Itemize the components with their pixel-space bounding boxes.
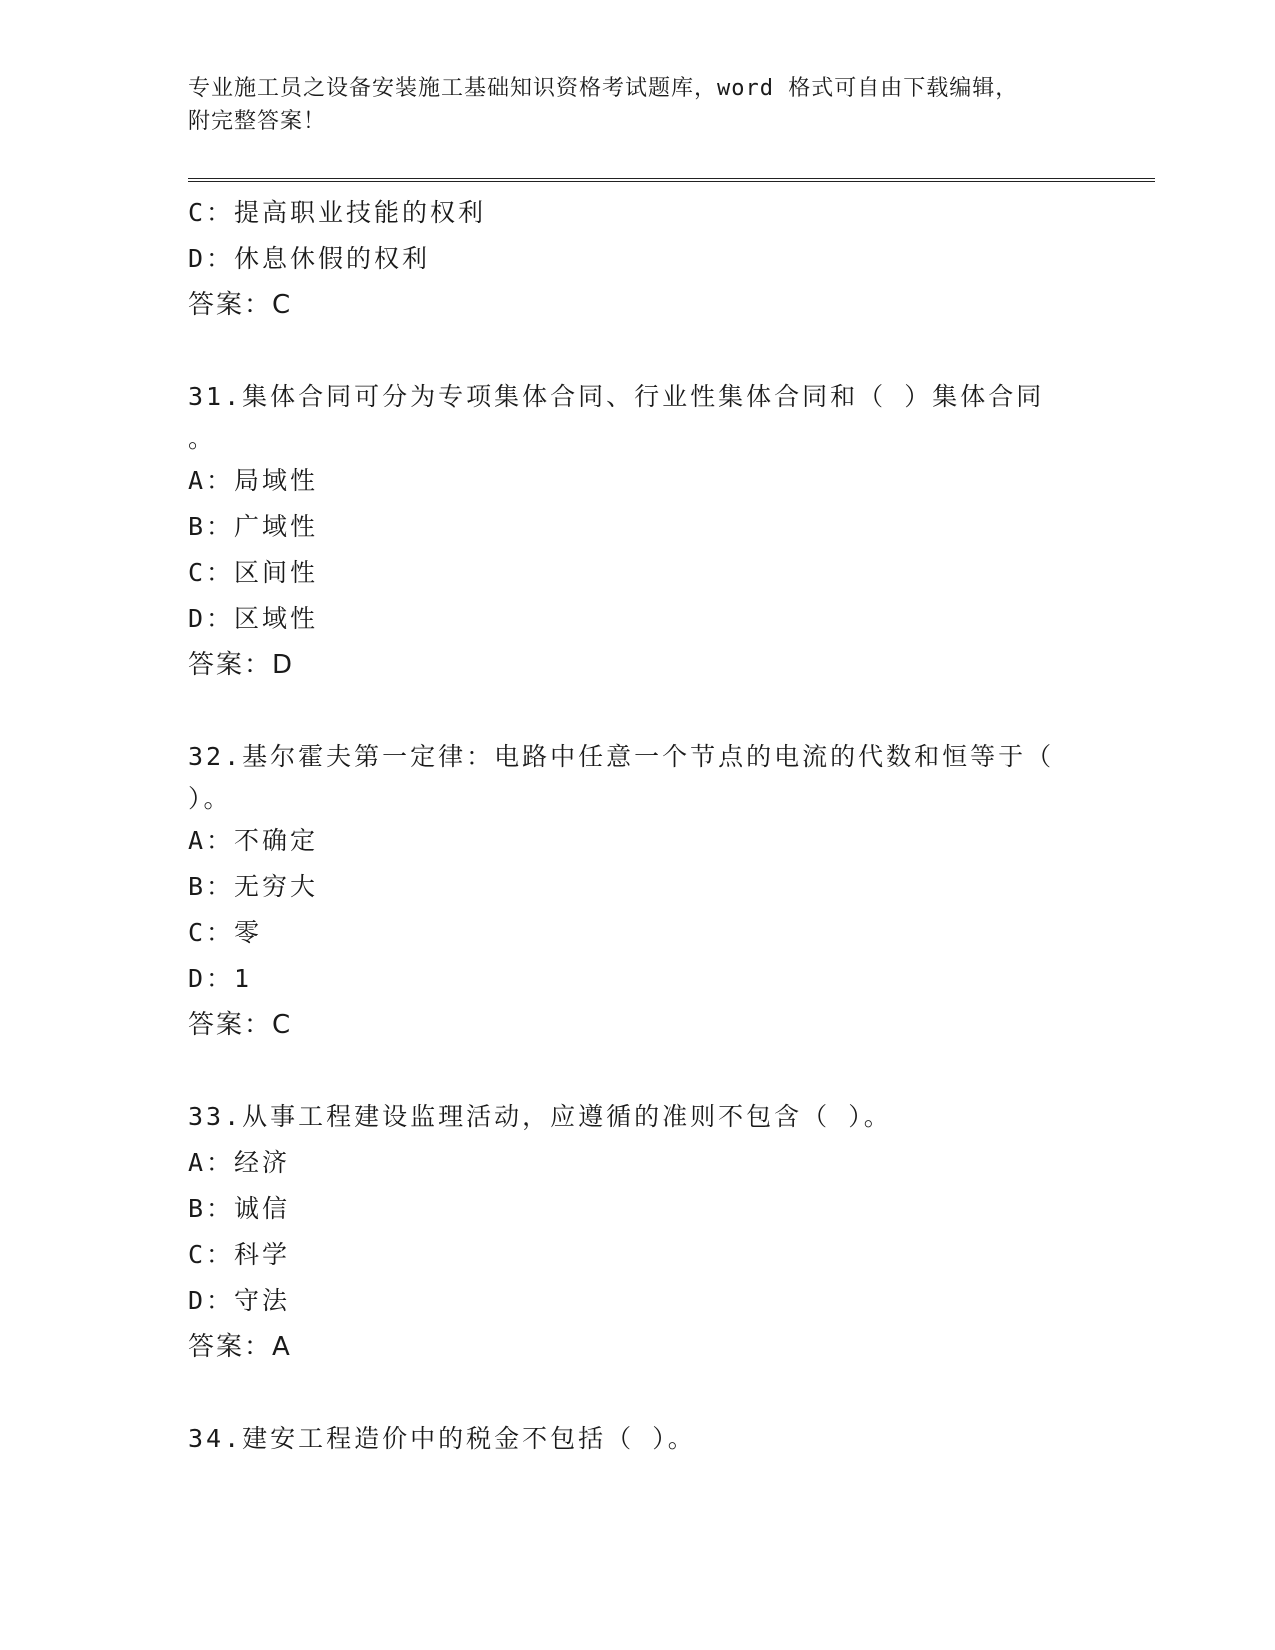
header-line-2: 附完整答案！ [188, 109, 327, 134]
option-a: A：不确定 [188, 826, 319, 855]
spacer [188, 688, 1088, 734]
question-stem-continued: 。 [188, 424, 217, 453]
question-stem: 31.集体合同可分为专项集体合同、行业性集体合同和（ ）集体合同 [188, 382, 1045, 411]
question-32 [188, 734, 1088, 1048]
question-30-tail [188, 190, 1088, 328]
spacer [188, 1048, 1088, 1094]
option-b: B：无穷大 [188, 872, 319, 901]
header-line-1: 专业施工员之设备安装施工基础知识资格考试题库，word 格式可自由下载编辑， [188, 76, 1019, 101]
answer-line: 答案：D [188, 650, 295, 680]
option-d: D：1 [188, 964, 253, 993]
option-c: C：科学 [188, 1240, 291, 1269]
option-b: B：广域性 [188, 512, 319, 541]
question-34 [188, 1416, 1088, 1462]
question-stem: 34.建安工程造价中的税金不包括（ ）。 [188, 1424, 696, 1453]
question-stem: 33.从事工程建设监理活动，应遵循的准则不包含（ ）。 [188, 1102, 892, 1131]
header-divider [188, 178, 1155, 182]
option-a: A：经济 [188, 1148, 291, 1177]
option-c: C：区间性 [188, 558, 319, 587]
option-d: D：守法 [188, 1286, 291, 1315]
answer-line: 答案：C [188, 290, 293, 320]
question-33 [188, 1094, 1088, 1370]
spacer [188, 1370, 1088, 1416]
option-c: C：提高职业技能的权利 [188, 198, 487, 227]
option-a: A：局域性 [188, 466, 319, 495]
question-stem-continued: ）。 [188, 784, 232, 813]
answer-line: 答案：A [188, 1332, 292, 1362]
spacer [188, 328, 1088, 374]
answer-line: 答案：C [188, 1010, 293, 1040]
option-d: D：区域性 [188, 604, 319, 633]
option-d: D：休息休假的权利 [188, 244, 431, 273]
option-b: B：诚信 [188, 1194, 291, 1223]
option-c: C：零 [188, 918, 263, 947]
question-stem: 32.基尔霍夫第一定律：电路中任意一个节点的电流的代数和恒等于（ [188, 742, 1055, 771]
question-list [188, 190, 1088, 1462]
question-31 [188, 374, 1088, 688]
page-header [188, 72, 1088, 138]
